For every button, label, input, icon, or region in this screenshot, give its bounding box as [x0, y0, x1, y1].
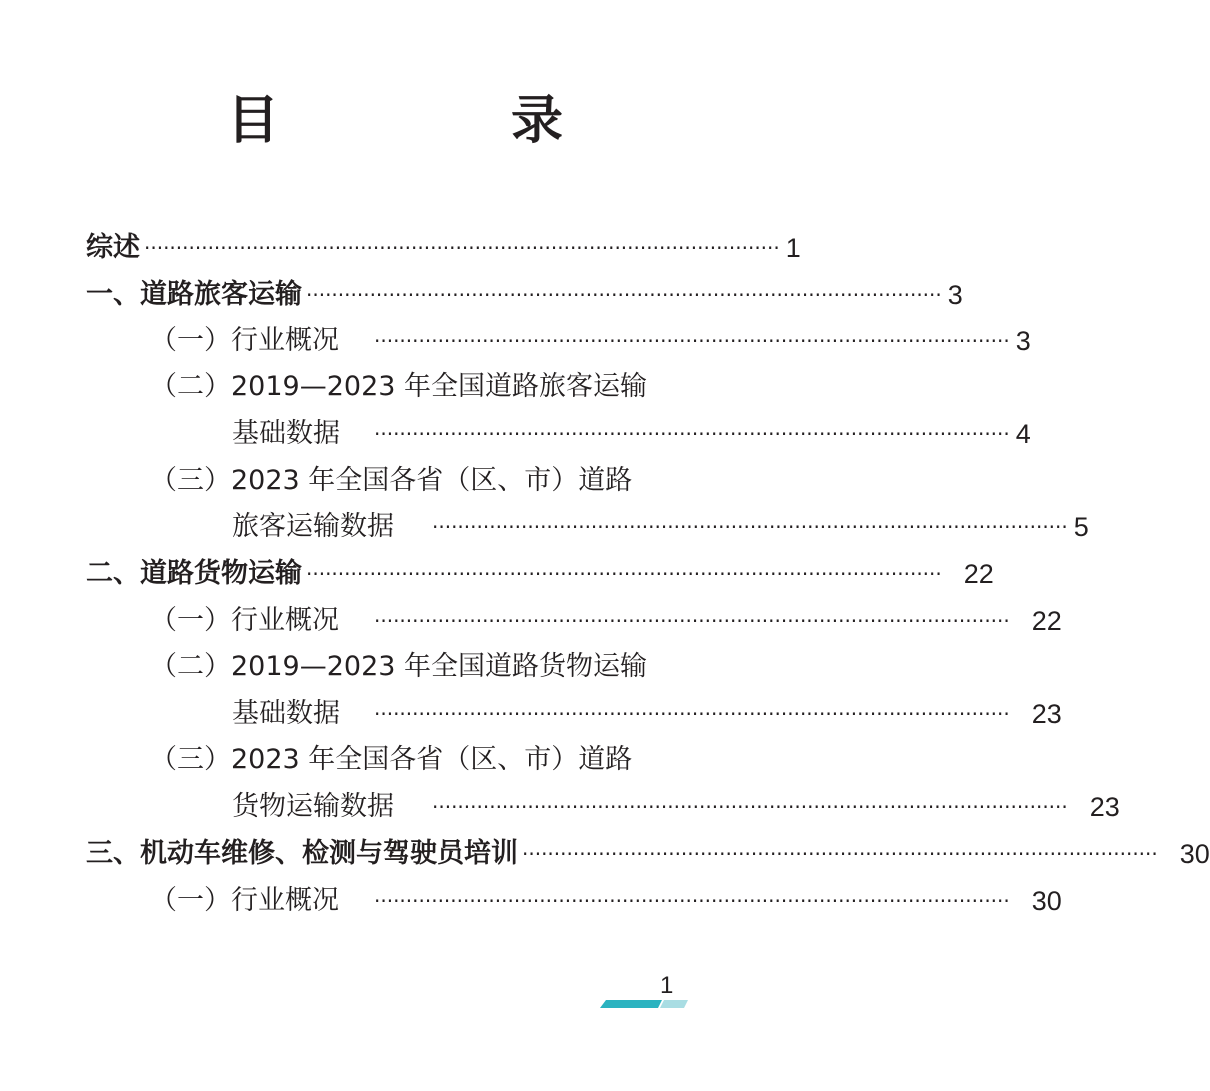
toc-entry-label: 一、道路旅客运输 [86, 279, 302, 310]
dot-leader: ···································································································· [374, 889, 1010, 913]
toc-entry-freight-provincial-line1[interactable] [150, 740, 690, 780]
toc-entry-page: 1 [785, 233, 801, 263]
page-title: 目 录 [226, 91, 653, 151]
dot-leader: ···································································································· [374, 702, 1010, 726]
toc-entry-label: （一）行业概况 [150, 605, 339, 636]
footer-page-number: 1 [660, 972, 674, 999]
toc-entry-page: 22 [1031, 606, 1062, 636]
toc-entry-label: （二）2019—2023 年全国道路旅客运输 [150, 371, 648, 402]
dot-leader: ···································································································· [374, 329, 1010, 353]
dot-leader: ···································································································· [522, 842, 1158, 866]
toc-entry-freight-transport[interactable] [86, 554, 994, 594]
dot-leader: ···································································································· [432, 515, 1068, 539]
toc-entry-label: 货物运输数据 [232, 791, 394, 822]
dot-leader: ···································································································· [306, 562, 942, 586]
toc-entry-freight-overview[interactable] [150, 601, 1062, 641]
toc-entry-page: 5 [1073, 512, 1089, 542]
toc-entry-page: 30 [1031, 886, 1062, 916]
footer-accent-dark [600, 1000, 662, 1008]
toc-entry-page: 3 [1015, 326, 1031, 356]
toc-entry-page: 30 [1179, 839, 1210, 869]
toc-entry-passenger-provincial-line2[interactable] [232, 507, 1089, 547]
toc-entry-passenger-overview[interactable] [150, 321, 1031, 361]
toc-entry-label: 综述 [86, 232, 140, 263]
dot-leader: ···································································································· [374, 609, 1010, 633]
toc-entry-label: （一）行业概况 [150, 885, 339, 916]
toc-entry-passenger-provincial-line1[interactable] [150, 461, 690, 501]
toc-entry-freight-basic-line2[interactable] [232, 694, 1062, 734]
toc-entry-vehicle-overview[interactable] [150, 881, 1062, 921]
dot-leader: ···································································································· [374, 422, 1010, 446]
footer-accent-light [660, 1000, 688, 1008]
toc-entry-passenger-basic-line2[interactable] [232, 414, 1031, 454]
toc-entry-label: 基础数据 [232, 698, 340, 729]
toc-entry-passenger-transport[interactable] [86, 275, 963, 315]
dot-leader: ···································································································· [306, 283, 942, 307]
toc-entry-label: 三、机动车维修、检测与驾驶员培训 [86, 838, 518, 869]
dot-leader: ···································································································· [432, 795, 1068, 819]
toc-entry-vehicle-maintenance[interactable] [86, 834, 1210, 874]
toc-entry-page: 23 [1031, 699, 1062, 729]
toc-entry-page: 3 [947, 280, 963, 310]
toc-entry-overview[interactable] [86, 228, 801, 268]
toc-entry-freight-basic-line1[interactable] [150, 647, 690, 687]
toc-entry-label: （一）行业概况 [150, 325, 339, 356]
toc-entry-freight-provincial-line2[interactable] [232, 787, 1120, 827]
dot-leader: ···································································································· [144, 236, 780, 260]
toc-entry-page: 4 [1015, 419, 1031, 449]
toc-entry-label: （三）2023 年全国各省（区、市）道路 [150, 465, 633, 496]
toc-entry-page: 22 [963, 559, 994, 589]
toc-entry-page: 23 [1089, 792, 1120, 822]
toc-entry-label: 二、道路货物运输 [86, 558, 302, 589]
toc-entry-label: 基础数据 [232, 418, 340, 449]
toc-entry-passenger-basic-line1[interactable] [150, 367, 690, 407]
toc-entry-label: （三）2023 年全国各省（区、市）道路 [150, 744, 633, 775]
toc-entry-label: （二）2019—2023 年全国道路货物运输 [150, 651, 648, 682]
footer-accent-bar [600, 1000, 688, 1008]
toc-entry-label: 旅客运输数据 [232, 511, 394, 542]
